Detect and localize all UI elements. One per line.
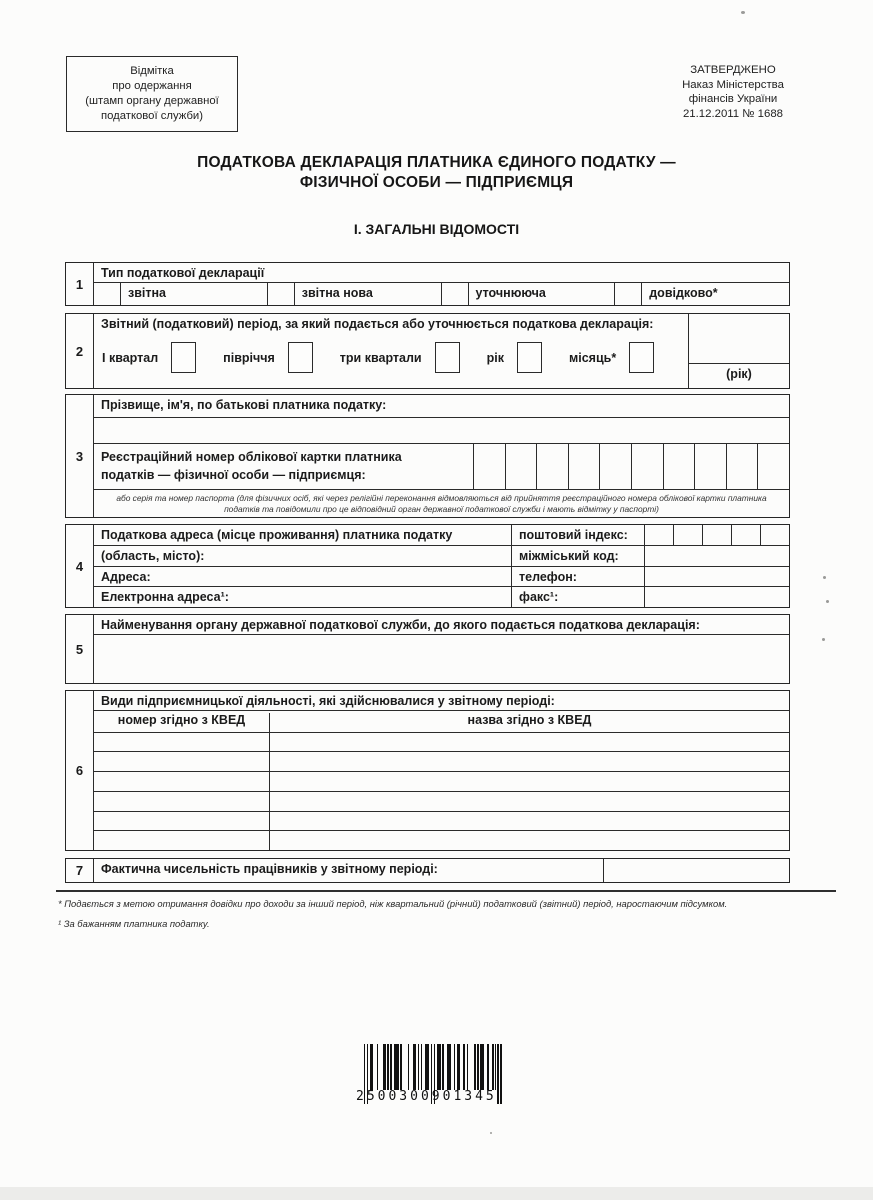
reg-number-cell[interactable] (663, 444, 695, 489)
tax-authority-label: Найменування органу державної податкової служби, до якого подається податкова декларація: (94, 615, 789, 635)
option-zvitna-nova (268, 283, 442, 305)
stamp-line: податкової служби) (101, 109, 203, 122)
reg-number-cell[interactable] (694, 444, 726, 489)
period-label: три квартали (339, 350, 422, 365)
address-label: Податкова адреса (місце проживання) платника податку (101, 528, 453, 542)
kved-number-cell[interactable] (94, 812, 270, 831)
stamp-line: Відмітка (130, 65, 174, 78)
year-input-area[interactable] (689, 314, 789, 364)
area-code-input[interactable] (644, 546, 789, 566)
reg-number-cell[interactable] (505, 444, 537, 489)
kved-row (94, 772, 789, 792)
kved-name-cell[interactable] (270, 812, 789, 831)
scan-bottom-edge (0, 1187, 873, 1200)
checkbox-year[interactable] (517, 342, 542, 373)
footnote-separator (56, 890, 836, 892)
kved-number-cell[interactable] (94, 772, 270, 791)
period-label: І квартал (102, 350, 159, 365)
employees-input[interactable] (603, 859, 789, 882)
phone-input[interactable] (644, 567, 789, 587)
kved-name-cell[interactable] (270, 752, 789, 771)
checkbox-month[interactable] (629, 342, 654, 373)
kved-name-cell[interactable] (270, 733, 789, 752)
area-code-label: міжміський код: (511, 546, 644, 566)
fax-input[interactable] (644, 587, 789, 607)
postal-index-cell[interactable] (645, 525, 673, 545)
row-number: 2 (66, 314, 94, 388)
checkbox-zvitna[interactable] (94, 283, 121, 305)
row-number: 3 (66, 395, 94, 517)
period-label: рік (486, 350, 504, 365)
activities-header: Види підприємницької діяльності, які здійснювалися у звітному періоді: (94, 691, 789, 711)
stamp-line: про одержання (112, 80, 192, 93)
barcode (356, 1044, 506, 1106)
kved-number-cell[interactable] (94, 752, 270, 771)
checkbox-zvitna-nova[interactable] (268, 283, 295, 305)
employees-label: Фактична чисельність працівників у звітному періоді: (101, 862, 438, 876)
form-row-reporting-period (65, 313, 790, 389)
approval-line: Наказ Міністерства (682, 78, 784, 91)
kved-row (94, 812, 789, 832)
fullname-input-line[interactable] (94, 418, 789, 444)
scan-speck (741, 11, 745, 14)
reg-number-cell[interactable] (726, 444, 758, 489)
approval-line: 21.12.2011 № 1688 (682, 107, 784, 120)
row-number: 4 (66, 525, 94, 607)
registration-number-cells (473, 444, 789, 489)
kved-row (94, 792, 789, 812)
form-row-tax-authority (65, 614, 790, 684)
checkbox-dovidkovo[interactable] (615, 283, 642, 305)
email-label: Електронна адреса¹: (101, 590, 229, 605)
kved-number-cell[interactable] (94, 792, 270, 811)
kved-number-cell[interactable] (94, 733, 270, 752)
option-utochniuiucha (442, 283, 616, 305)
postal-index-cell[interactable] (760, 525, 789, 545)
document-title-line2: ФІЗИЧНОЇ ОСОБИ — ПІДПРИЄМЦЯ (299, 174, 574, 191)
document-title-line1: ПОДАТКОВА ДЕКЛАРАЦІЯ ПЛАТНИКА ЄДИНОГО ПОДАТКУ — (197, 154, 676, 171)
section-title: І. ЗАГАЛЬНІ ВІДОМОСТІ (353, 221, 520, 237)
period-label: місяць* (568, 350, 617, 365)
kved-row (94, 752, 789, 772)
approval-line: ЗАТВЕРДЖЕНО (690, 64, 776, 76)
barcode-digits: 2500300901345 (356, 1089, 497, 1104)
passport-fine-print: або серія та номер паспорта (для фізичних осіб, які через релігійні переконання відмовляються від прийняття реєстраційного номера облікової картки платника податків та повідомили про це відповідний орган державної податкової служби і мають відмітку у паспорті) (116, 493, 767, 515)
period-header: Звітний (податковий) період, за який подається або уточнюється податкова декларація: (101, 317, 654, 331)
document-title (0, 153, 873, 193)
checkbox-three-quarters[interactable] (435, 342, 460, 373)
scan-speck (826, 600, 829, 603)
year-caption: (рік) (726, 367, 752, 381)
postal-index-label: поштовий індекс: (511, 525, 644, 545)
kved-name-column-header: назва згідно з КВЕД (467, 713, 592, 727)
footnote-asterisk: * Подається з метою отримання довідки про доходи за інший період, ніж квартальний (річний) податковий (звітний) період, наростаючим підсумком. (58, 898, 728, 909)
kved-table (94, 711, 789, 850)
street-address-label: Адреса: (101, 569, 151, 584)
row-number: 5 (66, 615, 94, 683)
form-row-taxpayer-identity (65, 394, 790, 518)
kved-number-column-header: номер згідно з КВЕД (94, 713, 270, 732)
approval-line: фінансів України (688, 93, 778, 106)
postal-index-cell[interactable] (702, 525, 731, 545)
checkbox-halfyear[interactable] (288, 342, 313, 373)
checkbox-quarter1[interactable] (171, 342, 196, 373)
stamp-line: (штамп органу державної (85, 95, 219, 107)
phone-label: телефон: (511, 567, 644, 587)
region-city-label: (область, місто): (101, 548, 205, 563)
option-dovidkovo (615, 283, 789, 305)
reg-number-cell[interactable] (473, 444, 505, 489)
checkbox-utochniuiucha[interactable] (442, 283, 469, 305)
postal-index-cell[interactable] (673, 525, 702, 545)
postal-index-cells (644, 525, 789, 545)
postal-index-cell[interactable] (731, 525, 760, 545)
reg-number-cell[interactable] (757, 444, 789, 489)
form-row-activities (65, 690, 790, 851)
footnote-one: ¹ За бажанням платника податку. (58, 918, 210, 929)
kved-name-cell[interactable] (270, 792, 789, 811)
reg-number-cell[interactable] (599, 444, 631, 489)
scan-speck (490, 1132, 492, 1134)
row-number: 7 (66, 859, 94, 882)
scan-speck (823, 576, 826, 579)
kved-name-cell[interactable] (270, 772, 789, 791)
receipt-stamp-box (66, 56, 238, 132)
option-label: уточнююча (469, 283, 616, 305)
year-column (688, 314, 789, 388)
fullname-label: Прізвище, ім'я, по батькові платника податку: (94, 395, 789, 418)
reg-number-cell[interactable] (631, 444, 663, 489)
option-zvitna (94, 283, 268, 305)
option-label: звітна (121, 283, 268, 305)
reg-number-cell[interactable] (536, 444, 568, 489)
form-row-employees (65, 858, 790, 883)
scan-speck (822, 638, 825, 641)
registration-number-label: Реєстраційний номер облікової картки платника податків — фізичної особи — підприємця: (101, 450, 402, 483)
option-label: довідково* (649, 286, 718, 300)
approval-block (663, 63, 803, 121)
reg-number-cell[interactable] (568, 444, 600, 489)
fax-label: факс¹: (511, 587, 644, 607)
form-row-tax-address (65, 524, 790, 608)
kved-number-cell[interactable] (94, 831, 270, 850)
kved-row (94, 733, 789, 753)
kved-name-cell[interactable] (270, 831, 789, 850)
option-label: звітна нова (295, 283, 442, 305)
kved-row (94, 831, 789, 850)
period-label: півріччя (223, 350, 275, 365)
tax-authority-input-area[interactable] (94, 635, 789, 683)
form-row-declaration-type (65, 262, 790, 306)
declaration-type-header: Тип податкової декларації (101, 266, 265, 280)
row-number: 1 (66, 263, 94, 305)
row-number: 6 (66, 691, 94, 850)
